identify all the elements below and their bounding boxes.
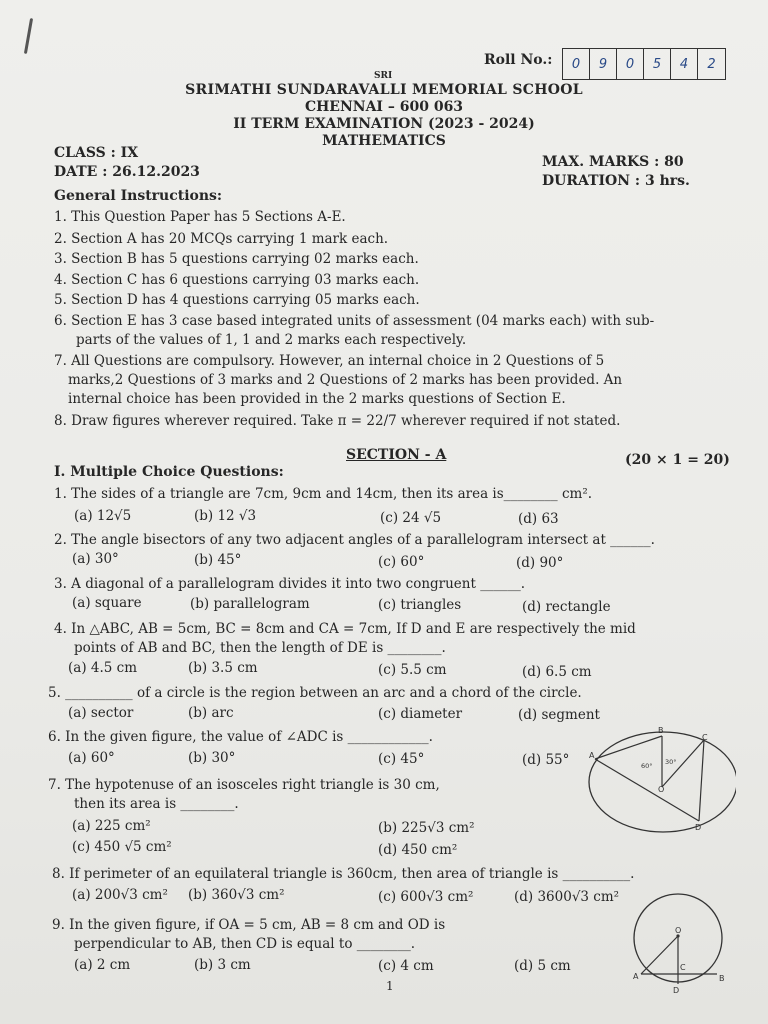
figure-label-c: C [680, 963, 686, 972]
option-d: (d) rectangle [522, 599, 611, 615]
question-text-continued: then its area is ________. [74, 796, 239, 812]
option-d: (d) 55° [522, 752, 570, 768]
option-d: (d) 450 cm² [378, 842, 458, 858]
roll-number-boxes [562, 48, 726, 80]
roll-digit: 0 [563, 49, 590, 79]
figure-label-b: B [658, 726, 664, 735]
roll-digit: 5 [644, 49, 671, 79]
option-c: (c) 450 √5 cm² [72, 839, 172, 855]
question-text: 9. In the given figure, if OA = 5 cm, AB = 8 cm and OD is [52, 917, 446, 933]
school-prefix: SRI [374, 71, 393, 81]
roll-digit: 0 [617, 49, 644, 79]
figure-label-o: O [658, 785, 665, 794]
option-b: (b) 3.5 cm [188, 660, 258, 676]
figure-label-a: A [589, 751, 595, 760]
question-text: 2. The angle bisectors of any two adjacent angles of a parallelogram intersect at ______. [54, 532, 655, 548]
question-text-continued: perpendicular to AB, then CD is equal to ________. [74, 936, 416, 952]
question-text: 3. A diagonal of a parallelogram divides it into two congruent ______. [54, 576, 526, 592]
section-marks: (20 × 1 = 20) [625, 452, 730, 468]
option-a: (a) 60° [68, 750, 115, 766]
question-9-figure [622, 890, 738, 994]
option-a: (a) 200√3 cm² [72, 887, 168, 903]
option-c: (c) 24 √5 [380, 510, 442, 526]
instruction-item: 3. Section B has 5 questions carrying 02 marks each. [54, 251, 419, 267]
figure-label-c: C [702, 733, 708, 742]
option-b: (b) 360√3 cm² [188, 887, 285, 903]
option-a: (a) 225 cm² [72, 818, 151, 834]
section-title: SECTION - A [346, 447, 447, 463]
option-d: (d) 90° [516, 555, 564, 571]
option-b: (b) 30° [188, 750, 236, 766]
option-b: (b) parallelogram [190, 596, 310, 612]
option-c: (c) 45° [378, 751, 425, 767]
option-d: (d) 5 cm [514, 958, 571, 974]
option-c: (c) 4 cm [378, 958, 434, 974]
option-b: (b) 3 cm [194, 957, 251, 973]
question-text-continued: points of AB and BC, then the length of DE is ________. [74, 640, 446, 656]
option-c: (c) 600√3 cm² [378, 889, 474, 905]
option-a: (a) square [72, 595, 142, 611]
figure-label-d: D [673, 986, 680, 994]
option-d: (d) segment [518, 707, 600, 723]
figure-angle-60: 60° [641, 762, 653, 770]
figure-label-o: O [675, 926, 682, 935]
option-b: (b) 12 √3 [194, 508, 257, 524]
question-text: 7. The hypotenuse of an isosceles right triangle is 30 cm, [48, 777, 440, 793]
question-text: 5. __________ of a circle is the region between an arc and a chord of the circle. [48, 685, 582, 701]
instruction-item-continued: marks,2 Questions of 3 marks and 2 Questions of 2 marks has been provided. An [68, 372, 623, 388]
question-text: 6. In the given figure, the value of ∠ADC is ____________. [48, 729, 433, 745]
school-city: CHENNAI – 600 063 [304, 99, 464, 115]
option-a: (a) sector [68, 705, 134, 721]
instruction-item: 2. Section A has 20 MCQs carrying 1 mark each. [54, 231, 389, 247]
subject-title: MATHEMATICS [322, 133, 446, 149]
instruction-item: 7. All Questions are compulsory. However, an internal choice in 2 Questions of 5 [54, 353, 605, 369]
exam-title: II TERM EXAMINATION (2023 - 2024) [233, 116, 535, 132]
option-a: (a) 4.5 cm [68, 660, 137, 676]
instruction-item: 5. Section D has 4 questions carrying 05 marks each. [54, 292, 420, 308]
option-b: (b) 45° [194, 552, 242, 568]
instruction-item: 8. Draw figures wherever required. Take π = 22/7 wherever required if not stated. [54, 413, 621, 429]
instruction-item-continued: parts of the values of 1, 1 and 2 marks each respectively. [76, 332, 467, 348]
question-text: 1. The sides of a triangle are 7cm, 9cm and 14cm, then its area is________ cm². [54, 486, 593, 502]
instruction-item: 6. Section E has 3 case based integrated units of assessment (04 marks each) with sub- [54, 313, 655, 329]
roll-digit: 2 [707, 56, 716, 72]
max-marks: MAX. MARKS : 80 [542, 154, 684, 170]
instructions-title: General Instructions: [54, 188, 223, 204]
class-info: CLASS : IX [54, 145, 139, 161]
pen-mark [24, 18, 33, 54]
figure-angle-30: 30° [665, 758, 677, 766]
figure-label-d: D [695, 823, 702, 832]
option-d: (d) 6.5 cm [522, 664, 592, 680]
figure-label-a: A [633, 972, 639, 981]
option-d: (d) 63 [518, 511, 559, 527]
page-number: 1 [386, 979, 394, 993]
option-b: (b) 225√3 cm² [378, 820, 475, 836]
instruction-item-continued: internal choice has been provided in the 2 marks questions of Section E. [68, 391, 566, 407]
option-c: (c) 5.5 cm [378, 662, 447, 678]
option-a: (a) 30° [72, 551, 119, 567]
option-b: (b) arc [188, 705, 234, 721]
roll-number-label: Roll No.: [484, 52, 553, 68]
question-text: 4. In △ABC, AB = 5cm, BC = 8cm and CA = 7cm, If D and E are respectively the mid [54, 621, 636, 637]
mcq-heading: I. Multiple Choice Questions: [54, 464, 284, 480]
duration: DURATION : 3 hrs. [542, 173, 690, 189]
instruction-item: 4. Section C has 6 questions carrying 03 marks each. [54, 272, 420, 288]
instruction-item: 1. This Question Paper has 5 Sections A-E. [54, 209, 346, 225]
figure-label-b: B [719, 974, 725, 983]
school-name: SRIMATHI SUNDARAVALLI MEMORIAL SCHOOL [185, 82, 583, 98]
option-c: (c) triangles [378, 597, 462, 613]
option-a: (a) 2 cm [74, 957, 131, 973]
date-info: DATE : 26.12.2023 [54, 164, 200, 180]
roll-digit: 9 [590, 49, 617, 79]
question-6-figure [586, 724, 736, 838]
option-c: (c) diameter [378, 706, 463, 722]
question-text: 8. If perimeter of an equilateral triangle is 360cm, then area of triangle is __________. [52, 866, 635, 882]
option-d: (d) 3600√3 cm² [514, 889, 620, 905]
roll-digit: 4 [671, 49, 698, 79]
option-c: (c) 60° [378, 554, 425, 570]
option-a: (a) 12√5 [74, 508, 132, 524]
